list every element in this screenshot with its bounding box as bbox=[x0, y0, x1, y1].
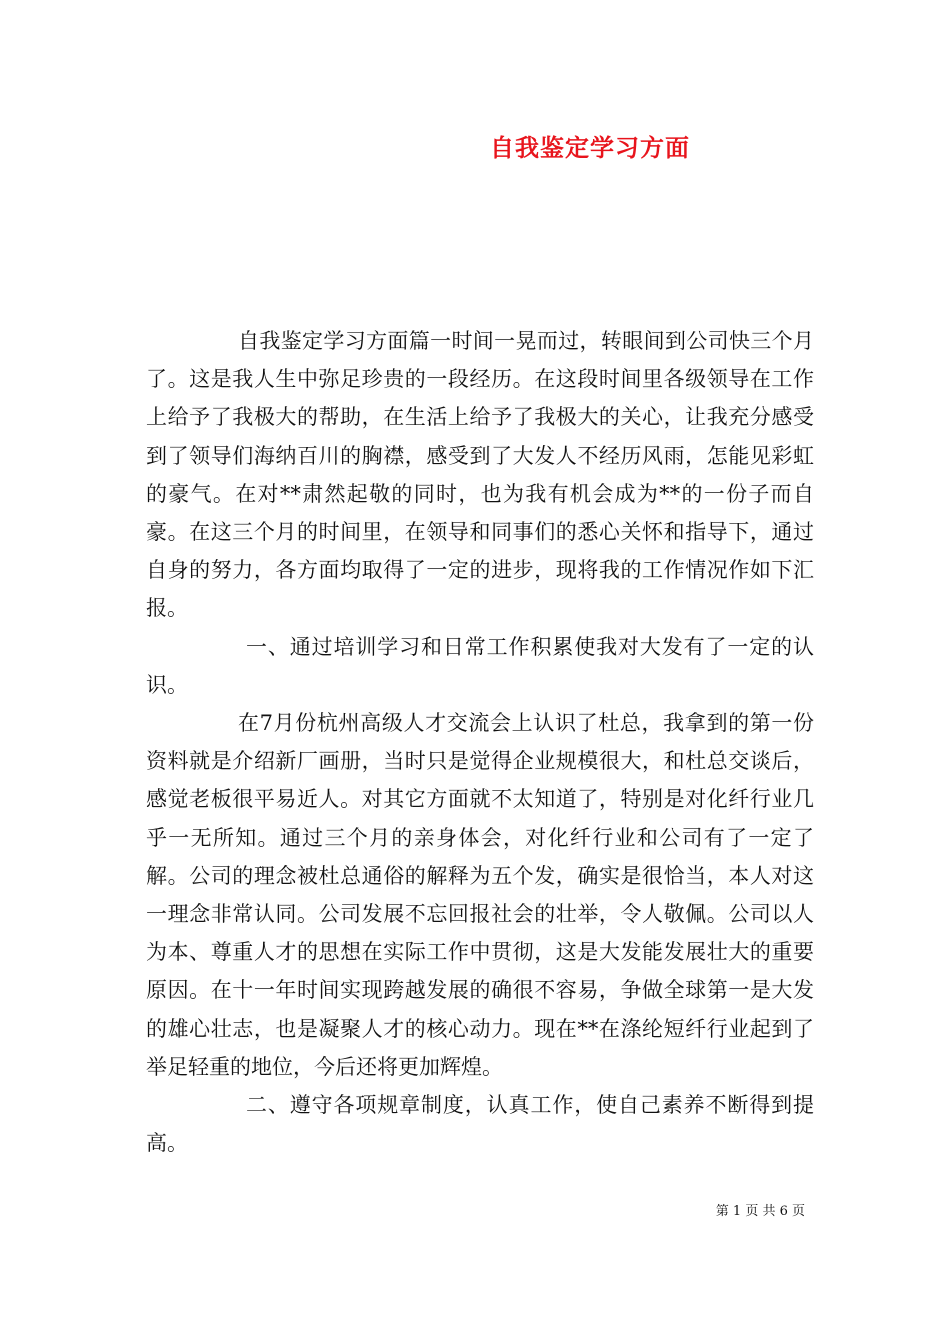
section-heading-2: 二、遵守各项规章制度，认真工作，使自己素养不断得到提高。 bbox=[146, 1093, 814, 1156]
document-body bbox=[146, 322, 814, 1162]
page-number-footer: 第 1 页 共 6 页 bbox=[715, 1204, 805, 1219]
section-heading-1: 一、通过培训学习和日常工作积累使我对大发有了一定的认识。 bbox=[146, 634, 814, 697]
document-title: 自我鉴定学习方面 bbox=[490, 133, 690, 162]
paragraph-intro: 自我鉴定学习方面篇一时间一晃而过，转眼间到公司快三个月了。这是我人生中弥足珍贵的一段经历。在这段时间里各级领导在工作上给予了我极大的帮助，在生活上给予了我极大的关心，让我充分感受到了领导们海纳百川的胸襟，感受到了大发人不经历风雨，怎能见彩虹的豪气。在对**肃然起敬的同时，也为我有机会成为**的一份子而自豪。在这三个月的时间里，在领导和同事们的悉心关怀和指导下，通过自身的努力，各方面均取得了一定的进步，现将我的工作情况作如下汇报。 bbox=[146, 329, 814, 621]
paragraph-section-1: 在7月份杭州高级人才交流会上认识了杜总，我拿到的第一份资料就是介绍新厂画册，当时只是觉得企业规模很大，和杜总交谈后，感觉老板很平易近人。对其它方面就不太知道了，特别是对化纤行业几乎一无所知。通过三个月的亲身体会，对化纤行业和公司有了一定了解。公司的理念被杜总通俗的解释为五个发，确实是很恰当，本人对这一理念非常认同。公司发展不忘回报社会的壮举，令人敬佩。公司以人为本、尊重人才的思想在实际工作中贯彻，这是大发能发展壮大的重要原因。在十一年时间实现跨越发展的确很不容易，争做全球第一是大发的雄心壮志，也是凝聚人才的核心动力。现在**在涤纶短纤行业起到了举足轻重的地位，今后还将更加辉煌。 bbox=[146, 711, 814, 1079]
